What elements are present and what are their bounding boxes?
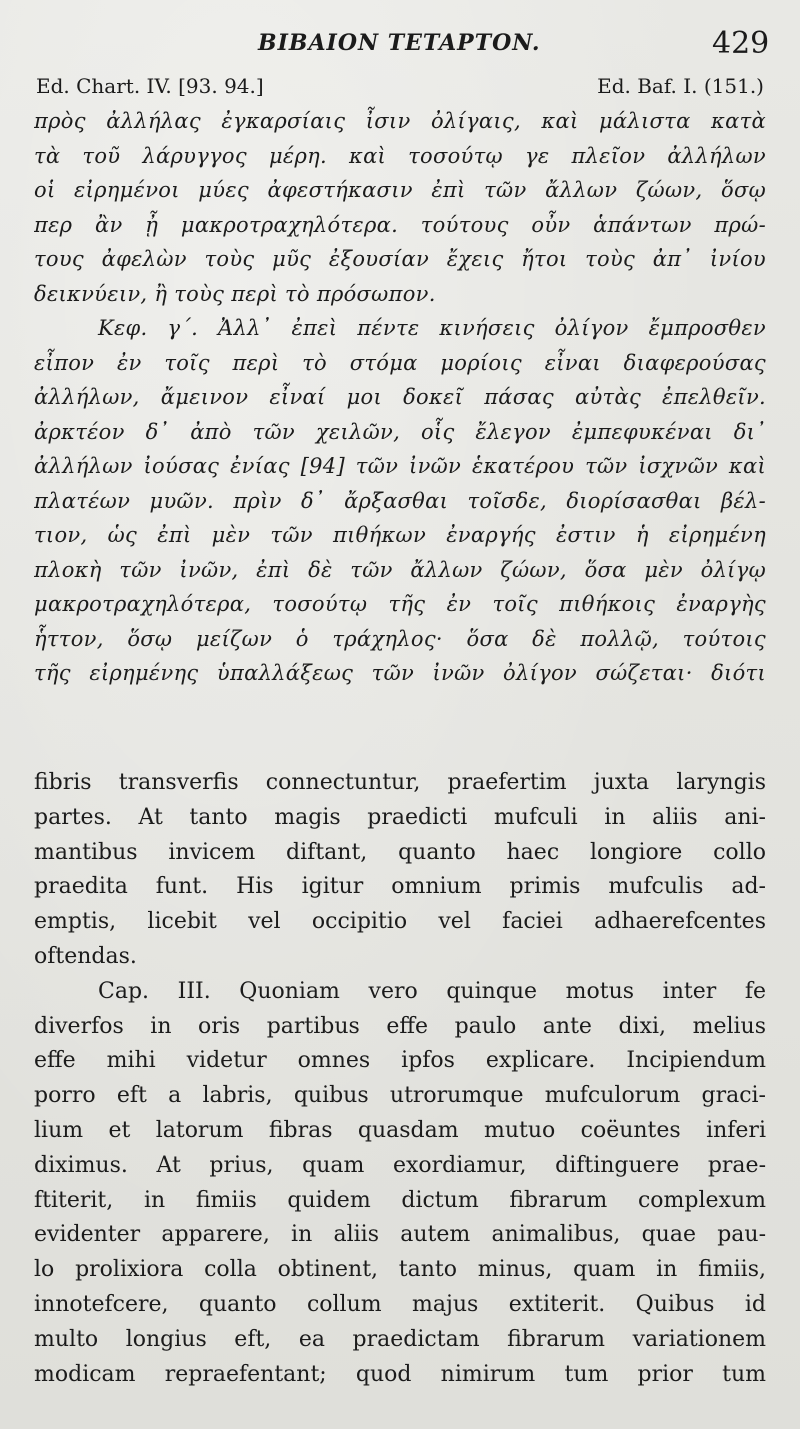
greek-line: πλοκὴ τῶν ἰνῶν, ἐπὶ δὲ τῶν ἄλλων ζώων, ὅσα μὲν ὀλίγῳ (34, 557, 766, 582)
page-number: 429 (712, 26, 770, 61)
latin-line: ftiterit, in fimiis quidem dictum fibrarum complexum (34, 1187, 766, 1213)
latin-line: modicam repraefentant; quod nimirum tum prior tum (34, 1361, 766, 1387)
latin-line: diximus. At prius, quam exordiamur, diftinguere prae- (34, 1152, 766, 1178)
greek-text-block (34, 104, 766, 691)
latin-line: evidenter apparere, in aliis autem animalibus, quae pau- (34, 1222, 766, 1248)
latin-line: partes. At tanto magis praedicti mufculi in aliis ani- (34, 804, 766, 830)
greek-line: τους ἀφελὼν τοὺς μῦς ἐξουσίαν ἔχεις ἤτοι τοὺς ἀπ᾽ ἰνίου (34, 247, 766, 271)
greek-line: ἀρκτέον δ᾽ ἀπὸ τῶν χειλῶν, οἷς ἔλεγον ἐμπεφυκέναι δι᾽ (34, 419, 766, 444)
latin-line: multo longius eft, ea praedictam fibrarum variationem (34, 1326, 766, 1352)
latin-line: lo prolixiora colla obtinent, tanto minus, quam in fimiis, (34, 1257, 766, 1283)
latin-line: innotefcere, quanto collum majus extiterit. Quibus id (34, 1291, 766, 1317)
greek-line: περ ἂν ᾖ μακροτραχηλότερα. τούτους οὖν ἁπάντων πρώ- (34, 212, 766, 237)
greek-line: ἧττον, ὅσῳ μείζων ὁ τράχηλος· ὅσα δὲ πολλῷ, τούτοις (34, 626, 766, 651)
greek-line: ἀλλήλων ἰούσας ἐνίας [94] τῶν ἰνῶν ἑκατέρου τῶν ἰσχνῶν καὶ (34, 454, 766, 478)
greek-chapter-heading-line: Κεφ. γ΄. Ἀλλ᾽ ἐπεὶ πέντε κινήσεις ὀλίγον ἔμπροσθεν (98, 316, 766, 340)
running-title: BIBAION TETAPTON. (258, 30, 541, 56)
greek-line: ἀλλήλων, ἄμεινον εἶναί μοι δοκεῖ πάσας αὐτὰς ἐπελθεῖν. (34, 385, 766, 409)
greek-line: πλατέων μυῶν. πρὶν δ᾽ ἄρξασθαι τοῖσδε, διορίσασθαι βέλ- (34, 488, 766, 513)
latin-line: effe mihi videtur omnes ipfos explicare. Incipiendum (34, 1048, 766, 1074)
edition-reference-line (0, 74, 800, 104)
greek-line: εἶπον ἐν τοῖς περὶ τὸ στόμα μορίοις εἶναι διαφερούσας (34, 350, 766, 375)
edition-reference-chartier: Ed. Chart. IV. [93. 94.] (36, 74, 264, 98)
greek-line: πρὸς ἀλλήλας ἐγκαρσίαις ἶσιν ὀλίγαις, καὶ μάλιστα κατὰ (34, 109, 766, 133)
page-header (0, 26, 800, 66)
latin-line: porro eft a labris, quibus utrorumque mufculorum graci- (34, 1083, 766, 1109)
greek-line: δεικνύειν, ἢ τοὺς περὶ τὸ πρόσωπον. (34, 281, 436, 306)
latin-line: lium et latorum fibras quasdam mutuo coëuntes inferi (34, 1117, 766, 1143)
latin-line: emptis, licebit vel occipitio vel faciei adhaerefcentes (34, 909, 766, 935)
latin-line: praedita funt. His igitur omnium primis mufculis ad- (34, 874, 766, 900)
latin-line: oftendas. (34, 943, 137, 969)
greek-line: τῆς εἰρημένης ὑπαλλάξεως τῶν ἰνῶν ὀλίγον σώζεται· διότι (34, 661, 766, 685)
edition-reference-basel: Ed. Baf. I. (151.) (597, 74, 764, 98)
latin-line: fibris transverfis connectuntur, praefertim juxta laryngis (34, 770, 766, 795)
latin-line: mantibus invicem diftant, quanto haec longiore collo (34, 839, 766, 865)
latin-chapter-heading-line: Cap. III. Quoniam vero quinque motus inter fe (98, 978, 766, 1004)
greek-line: τὰ τοῦ λάρυγγος μέρη. καὶ τοσούτῳ γε πλεῖον ἀλλήλων (34, 143, 766, 168)
latin-line: diverfos in oris partibus effe paulo ante dixi, melius (34, 1013, 766, 1039)
latin-text-block (34, 766, 766, 1392)
greek-line: τιον, ὡς ἐπὶ μὲν τῶν πιθήκων ἐναργής ἐστιν ἡ εἰρημένη (34, 523, 766, 547)
greek-line: οἱ εἰρημένοι μύες ἀφεστήκασιν ἐπὶ τῶν ἄλλων ζώων, ὅσῳ (34, 178, 766, 202)
greek-line: μακροτραχηλότερα, τοσούτῳ τῆς ἐν τοῖς πιθήκοις ἐναργὴς (34, 592, 766, 616)
